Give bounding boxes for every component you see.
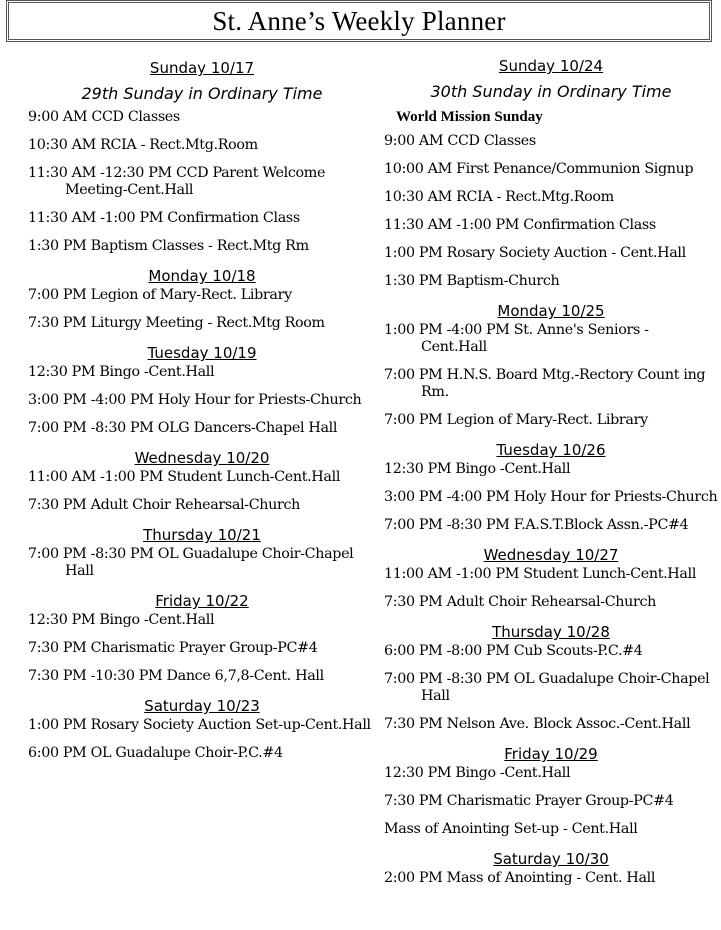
event-item: 1:00 PM Rosary Society Auction - Cent.Hall [384,245,686,261]
event-item: 2:00 PM Mass of Anointing - Cent. Hall [384,870,656,886]
event-item: 7:30 PM Adult Choir Rehearsal-Church [28,497,301,513]
day-date: 10/30 [565,850,609,868]
event-item: 9:00 AM CCD Classes [28,109,180,125]
left-column [28,58,376,762]
event-item: 7:00 PM -8:30 PM OLG Dancers-Chapel Hall [28,420,338,436]
day-date: 10/19 [213,344,257,362]
event-item: 7:00 PM -8:30 PM OL Guadalupe Choir-Chapel Hall [28,546,354,579]
event-item: 11:30 AM -12:30 PM CCD Parent Welcome Meeting-Cent.Hall [28,165,326,198]
event-item: 6:00 PM -8:00 PM Cub Scouts-P.C.#4 [384,643,643,659]
day-header-wednesday: Wednesday 10/27 [483,546,619,564]
day-date: 10/20 [226,449,270,467]
event-item: 12:30 PM Bingo -Cent.Hall [384,765,571,781]
event-item: 1:30 PM Baptism-Church [384,273,560,289]
day-header-thursday: Thursday 10/28 [492,623,610,641]
day-header-monday: Monday 10/25 [497,302,605,320]
liturgical-title: 30th Sunday in Ordinary Time [430,82,672,101]
day-header-friday: Friday 10/22 [155,592,249,610]
event-item: 11:00 AM -1:00 PM Student Lunch-Cent.Hall [28,469,341,485]
event-item: 7:00 PM -8:30 PM OL Guadalupe Choir-Chapel Hall [384,671,710,704]
day-header-thursday: Thursday 10/21 [143,526,261,544]
event-item: 3:00 PM -4:00 PM Holy Hour for Priests-Church [384,489,718,505]
day-date: 10/18 [212,267,256,285]
event-item: 10:00 AM First Penance/Communion Signup [384,161,694,177]
event-item: 12:30 PM Bingo -Cent.Hall [28,612,215,628]
event-item: 7:30 PM Liturgy Meeting - Rect.Mtg Room [28,315,325,331]
day-date: 10/21 [217,526,261,544]
event-item: 11:00 AM -1:00 PM Student Lunch-Cent.Hall [384,566,697,582]
event-item: 7:30 PM Charismatic Prayer Group-PC#4 [384,793,674,809]
event-item: 11:30 AM -1:00 PM Confirmation Class [384,217,656,233]
event-item: 7:00 PM Legion of Mary-Rect. Library [384,412,648,428]
event-item: 7:30 PM Charismatic Prayer Group-PC#4 [28,640,318,656]
day-date: 10/23 [216,697,260,715]
event-item: 7:30 PM -10:30 PM Dance 6,7,8-Cent. Hall [28,668,324,684]
planner-title: St. Anne’s Weekly Planner [6,0,712,42]
event-item: 1:00 PM Rosary Society Auction Set-up-Cent.Hall [28,717,371,733]
day-date: 10/26 [562,441,606,459]
event-item: 7:30 PM Adult Choir Rehearsal-Church [384,594,657,610]
event-item: 10:30 AM RCIA - Rect.Mtg.Room [28,137,258,153]
day-header-friday: Friday 10/29 [504,745,598,763]
day-date: 10/17 [210,59,255,77]
day-header-tuesday: Tuesday 10/26 [496,441,606,459]
event-item: 1:30 PM Baptism Classes - Rect.Mtg Rm [28,238,309,254]
day-date: 10/25 [561,302,605,320]
special-observance: World Mission Sunday [396,109,543,125]
event-item: 7:30 PM Nelson Ave. Block Assoc.-Cent.Hall [384,716,691,732]
day-date: 10/27 [575,546,619,564]
day-header-tuesday: Tuesday 10/19 [147,344,257,362]
event-item: 6:00 PM OL Guadalupe Choir-P.C.#4 [28,745,283,761]
day-header-saturday: Saturday 10/30 [493,850,609,868]
event-item: Mass of Anointing Set-up - Cent.Hall [384,821,638,837]
event-item: 10:30 AM RCIA - Rect.Mtg.Room [384,189,614,205]
day-date: 10/24 [559,57,604,75]
day-header-sunday: Sunday 10/24 [498,57,604,75]
event-item: 7:00 PM -8:30 PM F.A.S.T.Block Assn.-PC#4 [384,517,689,533]
day-header-sunday: Sunday 10/17 [149,59,255,77]
event-item: 3:00 PM -4:00 PM Holy Hour for Priests-Church [28,392,362,408]
event-item: 1:00 PM -4:00 PM St. Anne's Seniors - Cent.Hall [384,322,649,355]
event-item: 12:30 PM Bingo -Cent.Hall [28,364,215,380]
liturgical-title: 29th Sunday in Ordinary Time [81,84,323,103]
day-date: 10/22 [205,592,249,610]
event-item: 11:30 AM -1:00 PM Confirmation Class [28,210,300,226]
event-item: 7:00 PM H.N.S. Board Mtg.-Rectory Count ing Rm. [384,367,706,400]
event-item: 7:00 PM Legion of Mary-Rect. Library [28,287,292,303]
day-header-monday: Monday 10/18 [148,267,256,285]
day-date: 10/28 [566,623,610,641]
day-header-saturday: Saturday 10/23 [144,697,260,715]
day-header-wednesday: Wednesday 10/20 [134,449,270,467]
day-date: 10/29 [554,745,598,763]
event-item: 9:00 AM CCD Classes [384,133,536,149]
right-column [384,56,718,887]
event-item: 12:30 PM Bingo -Cent.Hall [384,461,571,477]
